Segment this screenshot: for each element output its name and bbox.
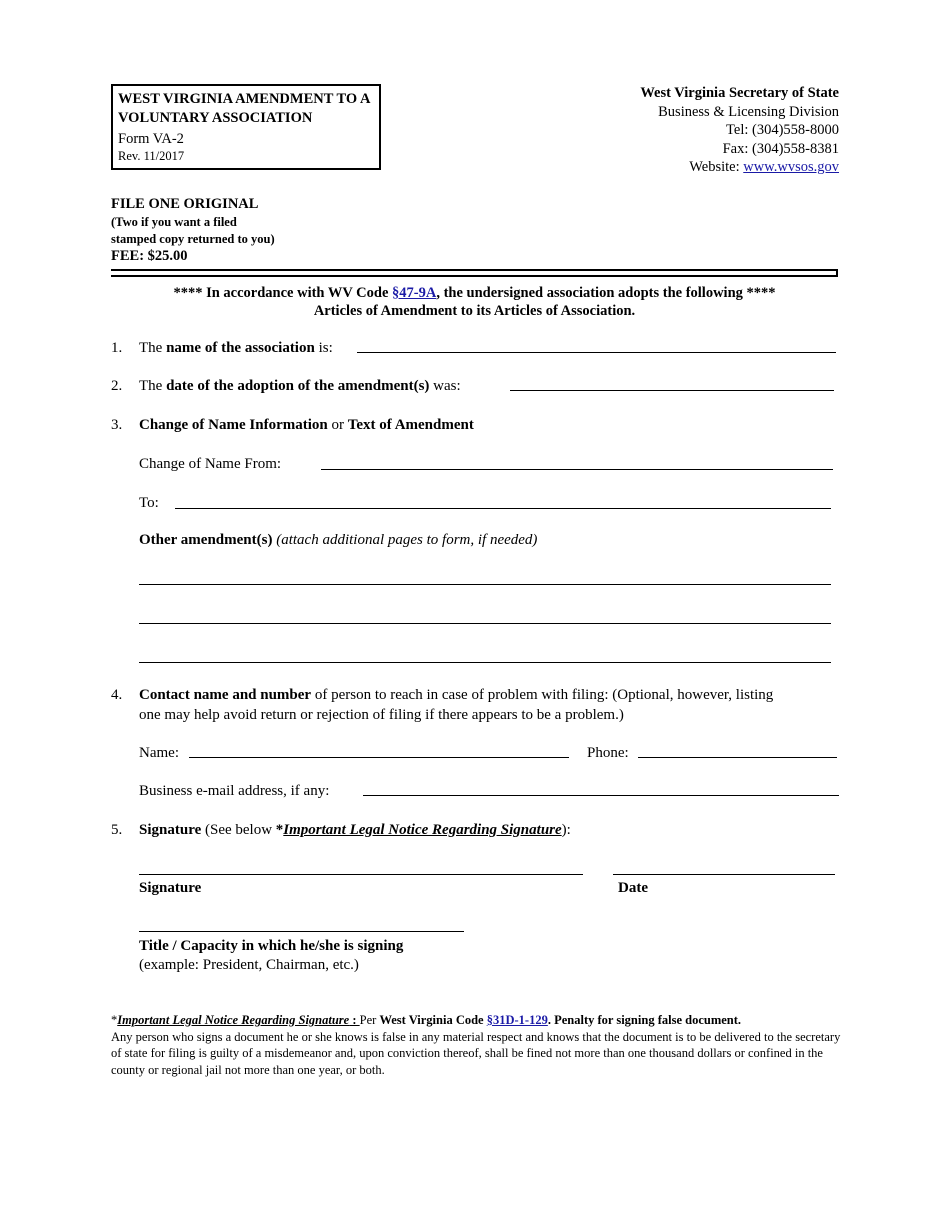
signature-field[interactable] bbox=[139, 874, 583, 875]
other-amendments-bold: Other amendment(s) bbox=[139, 532, 273, 548]
agency-division: Business & Licensing Division bbox=[658, 103, 839, 120]
item-2-pre: The bbox=[139, 378, 167, 394]
agency-tel: Tel: (304)558-8000 bbox=[726, 122, 839, 138]
item-3-label bbox=[139, 415, 474, 435]
item-3-bold2: Text of Amendment bbox=[347, 417, 474, 433]
date-label: Date bbox=[618, 880, 648, 896]
item-5-bold: Signature bbox=[139, 822, 202, 838]
item-2-label bbox=[139, 376, 461, 396]
item-2-number: 2. bbox=[111, 378, 123, 394]
title-capacity-label: Title / Capacity in which he/she is signing bbox=[139, 938, 404, 954]
item-3-number: 3. bbox=[111, 417, 123, 433]
item-2-post: was: bbox=[429, 378, 461, 394]
item-4-bold: Contact name and number bbox=[139, 687, 312, 703]
two-copies-line2: stamped copy returned to you) bbox=[111, 232, 275, 246]
association-name-field[interactable] bbox=[357, 352, 836, 353]
file-one-original: FILE ONE ORIGINAL bbox=[111, 196, 259, 212]
contact-phone-label: Phone: bbox=[587, 745, 629, 761]
notice-body: Any person who signs a document he or she knows is false in any material respect and knows that the document is to be delivered to the secretary of state for filing is guilty of a misdemeanor and, upon conviction thereof, shall be fined not more than one thousand dollars or confined in the county or regional jail not more than one year, or both. bbox=[111, 1029, 841, 1077]
accordance-pre: **** In accordance with WV Code bbox=[173, 285, 393, 301]
item-1-post: is: bbox=[314, 340, 333, 356]
item-4-text bbox=[139, 685, 844, 725]
contact-name-field[interactable] bbox=[189, 757, 569, 758]
adoption-date-field[interactable] bbox=[510, 390, 834, 391]
two-copies-line1: (Two if you want a filed bbox=[111, 215, 237, 229]
form-revision: Rev. 11/2017 bbox=[118, 149, 185, 163]
wv-code-31d-1-129-link[interactable]: §31D-1-129 bbox=[486, 1013, 548, 1027]
divider-line-lower bbox=[111, 275, 838, 277]
notice-star: * bbox=[111, 1013, 118, 1027]
change-name-from-field[interactable] bbox=[321, 469, 833, 470]
item-5-notice-ref: Important Legal Notice Regarding Signature bbox=[283, 822, 562, 838]
change-name-to-field[interactable] bbox=[175, 508, 831, 509]
item-3-mid: or bbox=[327, 417, 348, 433]
notice-heading: Important Legal Notice Regarding Signature bbox=[117, 1013, 350, 1027]
contact-email-label: Business e-mail address, if any: bbox=[139, 783, 330, 799]
other-amendment-line-3[interactable] bbox=[139, 662, 831, 663]
change-name-to-label: To: bbox=[139, 495, 159, 511]
notice-per: Per bbox=[359, 1013, 380, 1027]
contact-phone-field[interactable] bbox=[638, 757, 837, 758]
item-1-pre: The bbox=[139, 340, 167, 356]
signature-label: Signature bbox=[139, 880, 202, 896]
other-amendment-line-2[interactable] bbox=[139, 623, 831, 624]
item-5-star: * bbox=[275, 822, 284, 838]
filing-fee: FEE: $25.00 bbox=[111, 248, 188, 264]
wv-code-47-9a-link[interactable]: §47-9A bbox=[392, 285, 437, 301]
agency-name: West Virginia Secretary of State bbox=[640, 85, 839, 101]
item-5-number: 5. bbox=[111, 822, 123, 838]
notice-colon: : bbox=[349, 1013, 360, 1027]
agency-fax: Fax: (304)558-8381 bbox=[722, 140, 839, 157]
website-link[interactable]: www.wvsos.gov bbox=[743, 159, 839, 175]
title-capacity-field[interactable] bbox=[139, 931, 464, 932]
website-label: Website: bbox=[689, 159, 744, 175]
item-2-bold: date of the adoption of the amendment(s) bbox=[166, 378, 430, 394]
divider-line bbox=[111, 269, 838, 271]
item-1-bold: name of the association bbox=[166, 340, 315, 356]
item-1-label bbox=[139, 338, 333, 358]
accordance-statement bbox=[111, 284, 838, 320]
other-amendment-line-1[interactable] bbox=[139, 584, 831, 585]
notice-penalty: . Penalty for signing false document. bbox=[547, 1013, 742, 1027]
date-field[interactable] bbox=[613, 874, 835, 875]
item-5-end: ): bbox=[561, 822, 571, 838]
contact-name-label: Name: bbox=[139, 745, 179, 761]
item-5-label bbox=[139, 820, 571, 840]
item-3-bold1: Change of Name Information bbox=[139, 417, 328, 433]
accordance-post: , the undersigned association adopts the following **** bbox=[436, 285, 776, 301]
item-4-number: 4. bbox=[111, 687, 123, 703]
agency-contact-block bbox=[640, 84, 839, 177]
change-name-from-label: Change of Name From: bbox=[139, 456, 282, 472]
item-4-text1: of person to reach in case of problem with filing: (Optional, however, listing bbox=[311, 687, 774, 703]
legal-notice bbox=[111, 1012, 841, 1078]
other-amendments-italic: (attach additional pages to form, if needed) bbox=[272, 532, 538, 548]
form-number: Form VA-2 bbox=[118, 131, 184, 147]
notice-code-label: West Virginia Code bbox=[379, 1013, 487, 1027]
accordance-line2: Articles of Amendment to its Articles of Association. bbox=[313, 303, 636, 319]
title-capacity-example: (example: President, Chairman, etc.) bbox=[139, 957, 359, 973]
filing-instructions bbox=[111, 196, 275, 265]
item-5-text: (See below bbox=[201, 822, 276, 838]
agency-website bbox=[640, 158, 839, 177]
item-4-text2: one may help avoid return or rejection of filing if there appears to be a problem.) bbox=[139, 707, 624, 723]
form-title: WEST VIRGINIA AMENDMENT TO A VOLUNTARY ASSOCIATION bbox=[118, 91, 370, 126]
form-title-box bbox=[111, 84, 381, 170]
item-1-number: 1. bbox=[111, 340, 123, 356]
contact-email-field[interactable] bbox=[363, 795, 839, 796]
other-amendments-label bbox=[139, 530, 537, 550]
divider-end-cap bbox=[836, 269, 838, 277]
